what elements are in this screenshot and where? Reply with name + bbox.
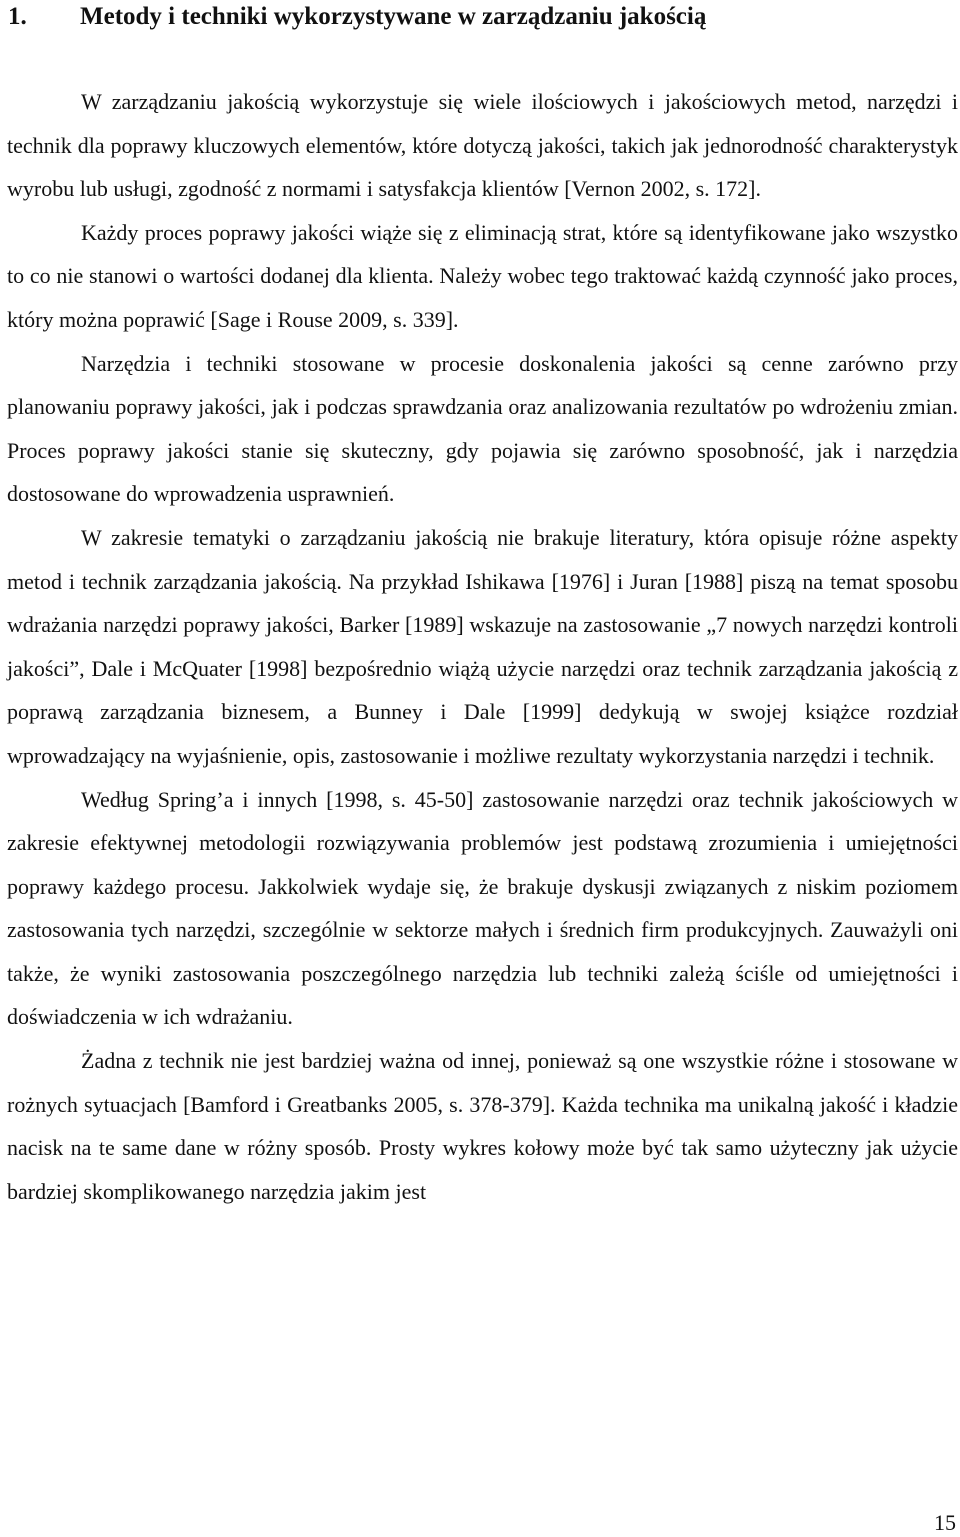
paragraph-3: Narzędzia i techniki stosowane w procesie doskonalenia jakości są cenne zarówno przy planowaniu poprawy jakości, jak i podczas sprawdzania oraz analizowania rezultatów po wdrożeniu zmian. Proces poprawy jakości stanie się skuteczny, gdy pojawia się zarówno sposobność, jak i narzędzia dostosowane do wprowadzenia usprawnień. <box>7 350 958 507</box>
body-text <box>7 80 958 1213</box>
paragraph-5: Według Spring’a i innych [1998, s. 45-50] zastosowanie narzędzi oraz technik jakościowych w zakresie efektywnej metodologii rozwiązywania problemów jest podstawą zrozumienia i umiejętności poprawy każdego procesu. Jakkolwiek wydaje się, że brakuje dyskusji związanych z niskim poziomem zastosowania tych narzędzi, szczególnie w sektorze małych i średnich firm produkcyjnych. Zauważyli oni także, że wyniki zastosowania poszczególnego narzędzia lub techniki zależą ściśle od umiejętności i doświadczenia w ich wdrażaniu. <box>7 786 958 1030</box>
section-title: Metody i techniki wykorzystywane w zarządzaniu jakością <box>80 3 707 30</box>
paragraph-4: W zakresie tematyki o zarządzaniu jakością nie brakuje literatury, która opisuje różne aspekty metod i technik zarządzania jakością. Na przykład Ishikawa [1976] i Juran [1988] piszą na temat sposobu wdrażania narzędzi poprawy jakości, Barker [1989] wskazuje na zastosowanie „7 nowych narzędzi kontroli jakości”, Dale i McQuater [1998] bezpośrednio wiążą użycie narzędzi oraz technik zarządzania jakością z poprawą zarządzania biznesem, a Bunney i Dale [1999] dedykują w swojej książce rozdział wprowadzający na wyjaśnienie, opis, zastosowanie i możliwe rezultaty wykorzystania narzędzi i technik. <box>7 524 958 768</box>
section-number: 1. <box>8 3 27 30</box>
paragraph-2: Każdy proces poprawy jakości wiąże się z eliminacją strat, które są identyfikowane jako wszystko to co nie stanowi o wartości dodanej dla klienta. Należy wobec tego traktować każdą czynność jako proces, który można poprawić [Sage i Rouse 2009, s. 339]. <box>7 219 958 332</box>
paragraph-1: W zarządzaniu jakością wykorzystuje się wiele ilościowych i jakościowych metod, narzędzi i technik dla poprawy kluczowych elementów, które dotyczą jakości, takich jak jednorodność charakterystyk wyrobu lub usługi, zgodność z normami i satysfakcja klientów [Vernon 2002, s. 172]. <box>7 89 958 202</box>
page-number: 15 <box>934 1510 956 1535</box>
paragraph-6: Żadna z technik nie jest bardziej ważna od innej, ponieważ są one wszystkie różne i stosowane w rożnych sytuacjach [Bamford i Greatbanks 2005, s. 378-379]. Każda technika ma unikalną jakość i kładzie nacisk na te same dane w różny sposób. Prosty wykres kołowy może być tak samo użyteczny jak użycie bardziej skomplikowanego narzędzia jakim jest <box>7 1048 958 1204</box>
section-heading <box>8 0 948 34</box>
